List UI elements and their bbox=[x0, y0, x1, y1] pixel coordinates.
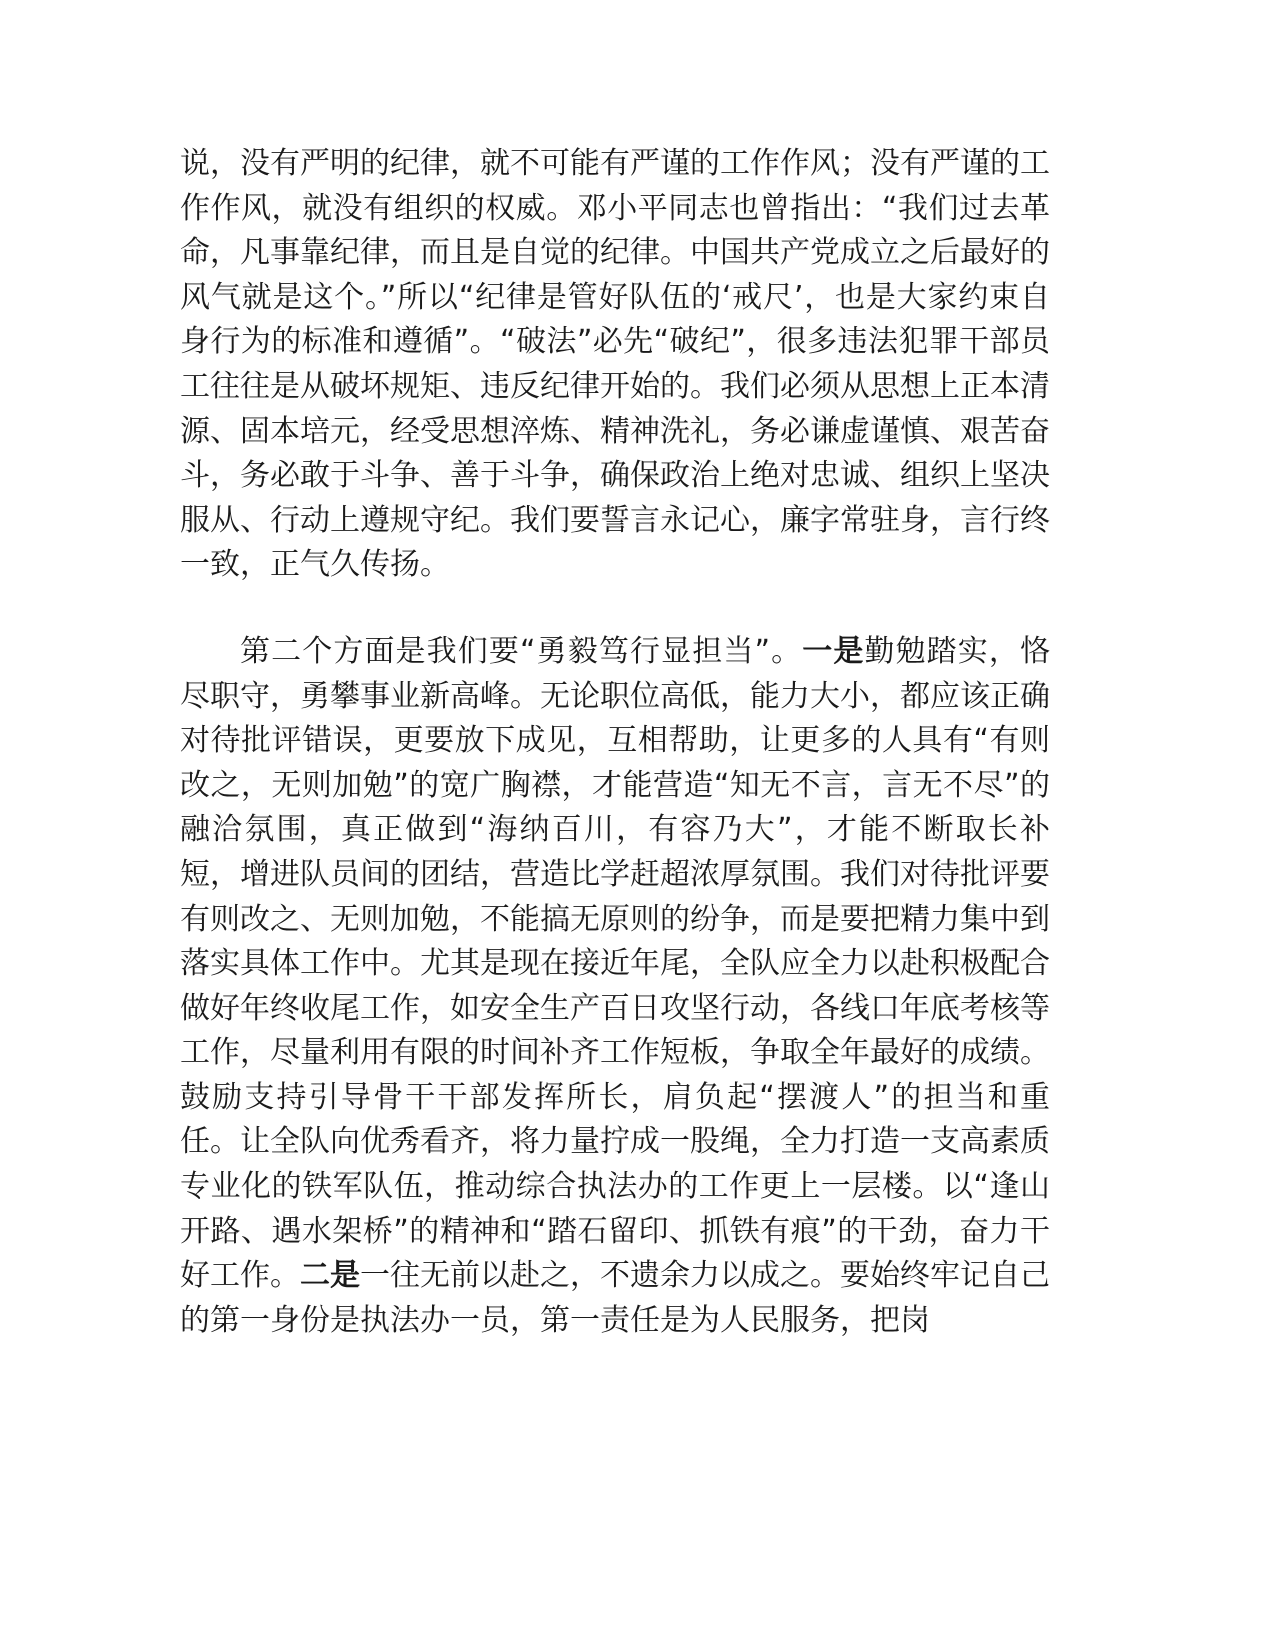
paragraph-text: 说，没有严明的纪律，就不可能有严谨的工作作风；没有严谨的工作作风，就没有组织的权威。邓小平同志也曾指出：“我们过去革命，凡事靠纪律，而且是自觉的纪律。中国共产党成立之后最好的风气就是这个。”所以“纪律是管好队伍的‘戒尺’，也是大家约束自身行为的标准和遵循”。“破法”必先“破纪”，很多违法犯罪干部员工往往是从破坏规矩、违反纪律开始的。我们必须从思想上正本清源、固本培元，经受思想淬炼、精神洗礼，务必谦虚谨慎、艰苦奋斗，务必敢于斗争、善于斗争，确保政治上绝对忠诚、组织上坚决服从、行动上遵规守纪。我们要誓言永记心，廉字常驻身，言行终一致，正气久传扬。 bbox=[180, 146, 1050, 583]
paragraph-responsibility bbox=[180, 630, 1050, 1344]
point-one-label: 一是 bbox=[802, 633, 865, 669]
point-two-label: 二是 bbox=[300, 1258, 360, 1294]
paragraph-discipline bbox=[180, 142, 1050, 588]
point-two-text: 一往无前以赴之，不遗余力以成之。要始终牢记自己的第一身份是执法办一员，第一责任是为人民服务，把岗 bbox=[180, 1258, 1050, 1338]
document-page bbox=[180, 142, 1050, 1343]
point-one-text: 勤勉踏实，恪尽职守，勇攀事业新高峰。无论职位高低，能力大小，都应该正确对待批评错误，更要放下成见，互相帮助，让更多的人具有“有则改之，无则加勉”的宽广胸襟，才能营造“知无不言，言无不尽”的融洽氛围，真正做到“海纳百川，有容乃大”，才能不断取长补短，增进队员间的团结，营造比学赶超浓厚氛围。我们对待批评要有则改之、无则加勉，不能搞无原则的纷争，而是要把精力集中到落实具体工作中。尤其是现在接近年尾，全队应全力以赴积极配合做好年终收尾工作，如安全生产百日攻坚行动，各线口年底考核等工作，尽量利用有限的时间补齐工作短板，争取全年最好的成绩。鼓励支持引导骨干干部发挥所长，肩负起“摆渡人”的担当和重任。让全队向优秀看齐，将力量拧成一股绳，全力打造一支高素质专业化的铁军队伍，推动综合执法办的工作更上一层楼。以“逢山开路、遇水架桥”的精神和“踏石留印、抓铁有痕”的干劲，奋力干好工作。 bbox=[180, 633, 1051, 1294]
paragraph-intro: 第二个方面是我们要“勇毅笃行显担当”。 bbox=[240, 633, 803, 669]
